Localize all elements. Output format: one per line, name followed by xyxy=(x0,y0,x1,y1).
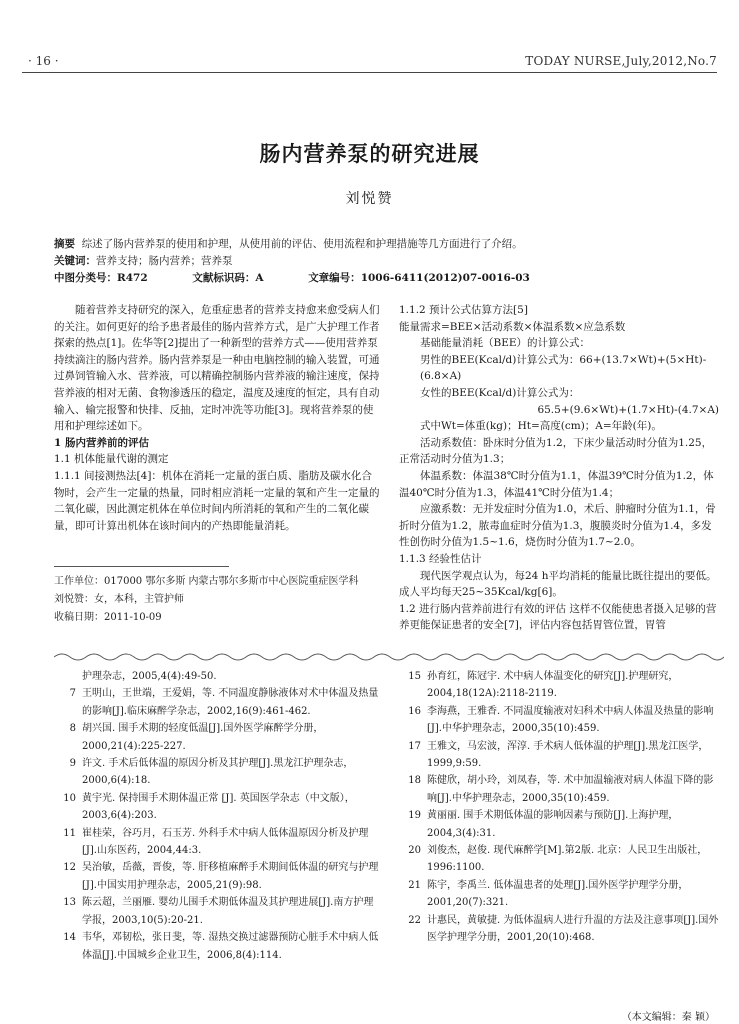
abstract-text: 综述了肠内营养泵的使用和护理，从使用前的评估、使用流程和护理措施等几方面进行了介绍。 xyxy=(81,238,523,250)
reference-item: 13 陈云超，兰丽雁. 婴幼儿围手术期低体温及其护理进展[J].南方护理学报，2003,10(5):20-21. xyxy=(63,897,374,926)
activity-factor: 活动系数值：卧床时分值为1.2，下床少量活动时分值为1.25，正常活动时分值为1.3； xyxy=(399,436,713,466)
heading-1-1-2: 1.1.2 预计公式估算方法[5] xyxy=(399,304,528,316)
equation-female-label: 女性的BEE(Kcal/d)计算公式为： xyxy=(420,386,580,399)
reference-item: 17 王雅文，马宏波，浑淳. 手术病人低体温的护理[J].黑龙江医学，1999,9:59. xyxy=(408,740,709,770)
article-no-label: 文章编号： xyxy=(308,272,361,284)
intro-paragraph: 随着营养支持研究的深入，危重症患者的营养支持愈来愈受病人们的关注。如何更好的给予患者最佳的肠内营养方式，是广大护理工作者探索的热点[1]。佐华等[2]提出了一种新型的营养方式——使用营养泵持续滴注的肠内营养。肠内营养泵是一种由电脑控制的输入装置，可通过鼻饲管输入水、营养液，可以精确控制肠内营养液的输注速度，保持营养液的相对无菌、食物渗透压的稳定，温度及速度的恒定，具有自动输入、输完报警和快排、反抽，定时冲洗等功能[3]。现将营养泵的使用和护理综述如下。 xyxy=(54,304,380,433)
footnote-rule xyxy=(54,566,229,567)
keywords xyxy=(54,253,704,269)
reference-item: 护理杂志，2005,4(4):49-50. xyxy=(82,671,217,682)
footnote-bio: 刘悦赞：女，本科，主管护师 xyxy=(54,594,184,605)
reference-item: 15 孙育红，陈冠宇. 术中病人体温变化的研究[J].护理研究，2004,18(12A):2118-2119. xyxy=(408,671,679,700)
reference-item: 12 吴治敏，岳薇，晋俊，等. 肝移植麻醉手术期间低体温的研究与护理[J].中国实用护理杂志，2005,21(9):98. xyxy=(63,862,379,891)
empirical-estimate: 现代医学观点认为，每24 h平均消耗的能量比既往提出的要低。成人平均每天25~35Kcal/kg[6]。 xyxy=(399,569,717,599)
reference-item: 18 陈健欣，胡小玲，刘凤春，等. 术中加温输液对病人体温下降的影响[J].中华护理杂志，2000,35(10):459. xyxy=(408,775,714,804)
reference-item: 20 刘俊杰，赵俊. 现代麻醉学[M].第2版. 北京：人民卫生出版社，1996:1100. xyxy=(408,845,708,874)
clc-value: R472 xyxy=(117,272,148,284)
section-break-wave xyxy=(54,650,724,664)
journal-header: TODAY NURSE,July,2012,No.7 xyxy=(525,54,717,68)
reference-item: 21 陈宇，李禹兰. 低体温患者的处理[J].国外医学护理学分册，2001,20(7):321. xyxy=(408,879,689,909)
footnote-unit: 工作单位：017000 鄂尔多斯 内蒙古鄂尔多斯市中心医院重症医学科 xyxy=(54,576,359,587)
references-left xyxy=(54,668,381,964)
reference-item: 8 胡兴国. 围手术期的轻度低温[J].国外医学麻醉学分册，2000,21(4):225-227. xyxy=(69,723,324,752)
paragraph-1-1-1: 1.1.1 间接测热法[4]：机体在消耗一定量的蛋白质、脂肪及碳水化合物时，会产生一定量的热量，同时相应消耗一定量的氧和产生一定量的二氧化碳，因此测定机体在单位时间内所消耗的氧和产生的二氧化碳量，即可计算出机体在该时间内的产热即能量消耗。 xyxy=(54,469,380,532)
paragraph-1-2: 1.2 进行肠内营养前进行有效的评估 这样不仅能使患者摄入足够的营养更能保证患者的安全[7]，评估内容包括胃管位置，胃管 xyxy=(399,602,717,632)
stress-factor: 应激系数：无并发症时分值为1.0，术后、肿瘤时分值为1.1，骨折时分值为1.2，脓毒血症时分值为1.3，腹膜炎时分值为1.4，多发性创伤时分值为1.5~1.6，烧伤时分值为1.7~2.0。 xyxy=(399,503,716,549)
reference-item: 10 黄宇光. 保持围手术期体温正常 [J]. 英国医学杂志（中文版），2003,6(4):203. xyxy=(63,792,355,822)
reference-item: 16 李海燕，王雅香. 不同温度输液对妇科术中病人体温及热量的影响[J].中华护理杂志，2000,35(10):459. xyxy=(408,705,714,735)
heading-1-1-3: 1.1.3 经验性估计 xyxy=(399,552,482,565)
variable-definitions: 式中Wt=体重(kg)；Ht=高度(cm)；A=年龄(年)。 xyxy=(420,420,662,433)
equation-female: 65.5+(9.6×Wt)+(1.7×Ht)-(4.7×A) xyxy=(537,403,719,416)
temperature-factor: 体温系数：体温38℃时分值为1.1，体温39℃时分值为1.2，体温40℃时分值为1.3，体温41℃时分值为1.4； xyxy=(399,469,714,499)
footnote-received: 收稿日期：2011-10-09 xyxy=(54,612,162,623)
references-right xyxy=(399,668,719,947)
abstract xyxy=(54,236,704,252)
reference-item: 7 王明山，王世端，王爱娟，等. 不同温度静脉液体对术中体温及热量的影响[J].临床麻醉学杂志，2002,16(9):461-462. xyxy=(69,688,379,717)
article-title: 肠内营养泵的研究进展 xyxy=(259,141,480,166)
section-heading-1-1: 1.1 机体能量代谢的测定 xyxy=(54,453,169,466)
equation-male: 男性的BEE(Kcal/d)计算公式为：66+(13.7×Wt)+(5×Ht)-(6.8×A) xyxy=(420,353,707,383)
right-column xyxy=(399,302,719,634)
doc-label: 文献标识码： xyxy=(192,272,256,284)
article-author: 刘悦赞 xyxy=(345,191,394,207)
article-no-value: 1006-6411(2012)07-0016-03 xyxy=(360,272,530,284)
classification-line xyxy=(54,270,704,286)
reference-item: 14 韦华，邓韧松，张日斐，等. 湿热交换过滤器预防心脏手术中病人低体温[J].中国城乡企业卫生，2006,8(4):114. xyxy=(63,932,379,961)
reference-item: 19 黄丽丽. 围手术期低体温的影响因素与预防[J].上海护理，2004,3(4):31. xyxy=(408,810,679,839)
clc-label: 中图分类号： xyxy=(54,272,117,284)
author-footnote xyxy=(54,573,381,627)
abstract-label: 摘要 xyxy=(54,238,75,250)
keywords-label: 关键词： xyxy=(54,255,96,267)
keywords-text: 营养支持；肠内营养；营养泵 xyxy=(96,255,233,267)
reference-item: 11 崔桂荣，谷巧月，石玉芳. 外科手术中病人低体温原因分析及护理[J].山东医药，2004,44:3. xyxy=(63,827,369,857)
page-number: · 16 · xyxy=(28,54,59,68)
section-heading-1: 1 肠内营养前的评估 xyxy=(54,436,149,449)
equation-bee-title: 基础能量消耗（BEE）的计算公式： xyxy=(420,337,591,350)
equation-energy: 能量需求=BEE×活动系数×体温系数×应急系数 xyxy=(399,320,626,333)
doc-value: A xyxy=(255,272,264,284)
reference-item: 9 许文. 手术后低体温的原因分析及其护理[J].黑龙江护理杂志，2000,6(4):18. xyxy=(69,758,354,787)
editor-note: （本文编辑：秦 颖） xyxy=(621,1012,715,1023)
header-rule xyxy=(22,72,717,73)
left-column xyxy=(54,302,381,534)
reference-item: 22 计惠民，黄敏捷. 为低体温病人进行升温的方法及注意事项[J].国外医学护理学分册，2001,20(10):468. xyxy=(408,914,719,944)
